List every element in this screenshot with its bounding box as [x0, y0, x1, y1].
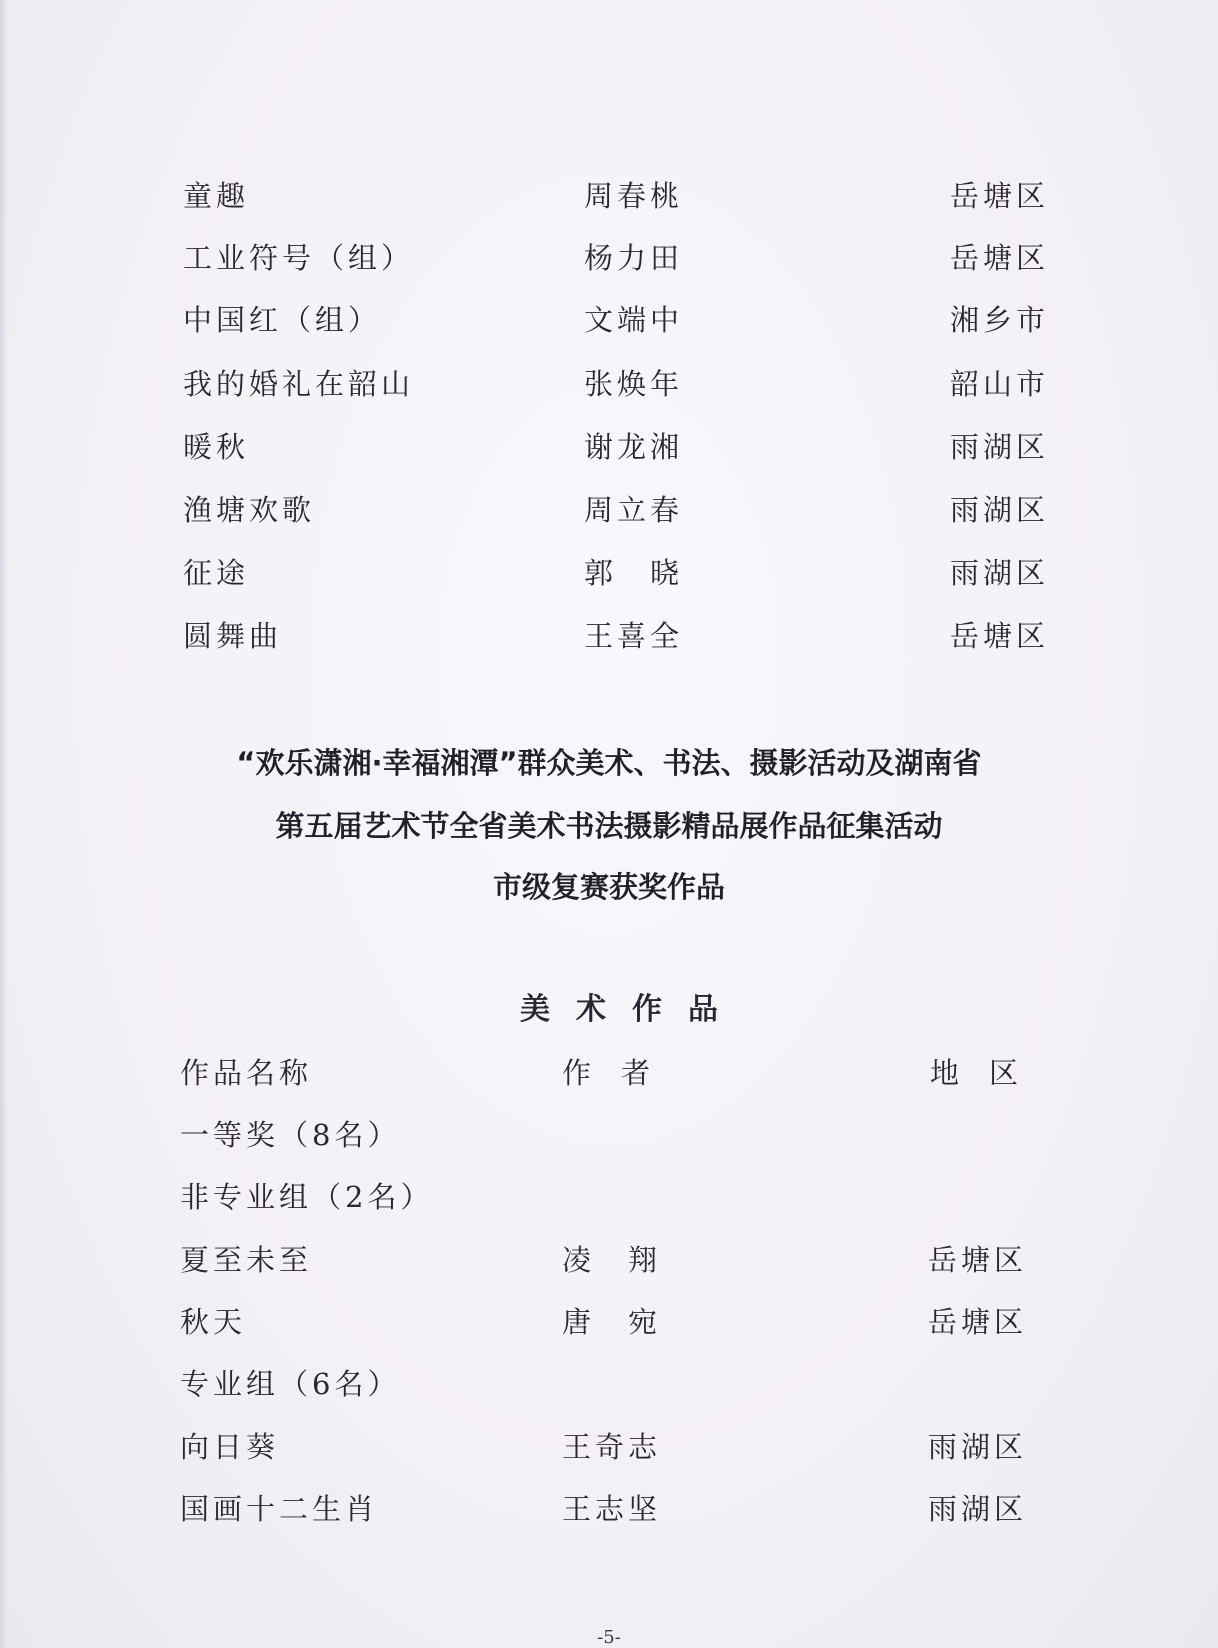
- work-region: 雨湖区: [950, 556, 1050, 590]
- work-title: 向日葵: [180, 1430, 280, 1464]
- work-author: 唐 宛: [562, 1305, 662, 1339]
- list-item: [0, 425, 1218, 469]
- work-region: 岳塘区: [950, 241, 1050, 275]
- work-region: 湘乡市: [950, 303, 1050, 337]
- heading-line-1: “欢乐潇湘·幸福湘潭”群众美术、书法、摄影活动及湖南省: [236, 746, 982, 780]
- column-header-author: 作者: [562, 1056, 681, 1090]
- list-item: [0, 614, 1218, 658]
- heading-line-2: 第五届艺术节全省美术书法摄影精品展作品征集活动: [275, 809, 943, 843]
- work-title: 我的婚礼在韶山: [183, 367, 415, 401]
- work-title: 中国红（组）: [183, 303, 382, 337]
- work-title: 夏至未至: [180, 1243, 313, 1277]
- work-region: 岳塘区: [950, 179, 1050, 213]
- prize-heading: 一等奖（8名）: [180, 1118, 401, 1152]
- heading-line-3: 市级复赛获奖作品: [492, 870, 725, 904]
- work-author: 文端中: [584, 303, 684, 337]
- group-heading: 专业组（6名）: [180, 1367, 401, 1401]
- work-region: 雨湖区: [950, 430, 1050, 464]
- work-region: 雨湖区: [928, 1492, 1028, 1526]
- work-author: 张焕年: [584, 367, 684, 401]
- work-title: 征途: [183, 556, 250, 590]
- work-title: 圆舞曲: [183, 619, 283, 653]
- work-author: 王奇志: [562, 1430, 662, 1464]
- work-title: 国画十二生肖: [180, 1492, 379, 1526]
- work-author: 杨力田: [584, 241, 684, 275]
- list-item: [0, 551, 1218, 595]
- section-title: 美术作品: [520, 992, 744, 1027]
- work-title: 工业符号（组）: [183, 241, 415, 275]
- list-item: [0, 362, 1218, 406]
- work-region: 雨湖区: [928, 1430, 1028, 1464]
- work-region: 岳塘区: [928, 1243, 1028, 1277]
- list-item: [0, 1487, 1218, 1531]
- work-author: 王志坚: [562, 1492, 662, 1526]
- list-item: [0, 1300, 1218, 1344]
- work-region: 雨湖区: [950, 493, 1050, 527]
- column-header-region: 地区: [930, 1056, 1049, 1090]
- work-title: 秋天: [180, 1305, 247, 1339]
- column-header-row: [0, 1051, 1218, 1095]
- work-author: 谢龙湘: [584, 430, 684, 464]
- work-author: 郭 晓: [584, 556, 684, 590]
- page-number: -5-: [597, 1627, 621, 1648]
- work-author: 周春桃: [584, 179, 684, 213]
- work-title: 暖秋: [183, 430, 250, 464]
- work-author: 王喜全: [584, 619, 684, 653]
- list-item: [0, 174, 1218, 218]
- work-region: 韶山市: [950, 367, 1050, 401]
- work-title: 童趣: [183, 179, 250, 213]
- work-title: 渔塘欢歌: [183, 493, 316, 527]
- column-header-title: 作品名称: [180, 1056, 313, 1090]
- group-heading: 非专业组（2名）: [180, 1180, 434, 1214]
- list-item: [0, 298, 1218, 342]
- work-author: 周立春: [584, 493, 684, 527]
- list-item: [0, 236, 1218, 280]
- work-region: 岳塘区: [928, 1305, 1028, 1339]
- list-item: [0, 1425, 1218, 1469]
- work-region: 岳塘区: [950, 619, 1050, 653]
- list-item: [0, 1238, 1218, 1282]
- work-author: 凌 翔: [562, 1243, 662, 1277]
- list-item: [0, 488, 1218, 532]
